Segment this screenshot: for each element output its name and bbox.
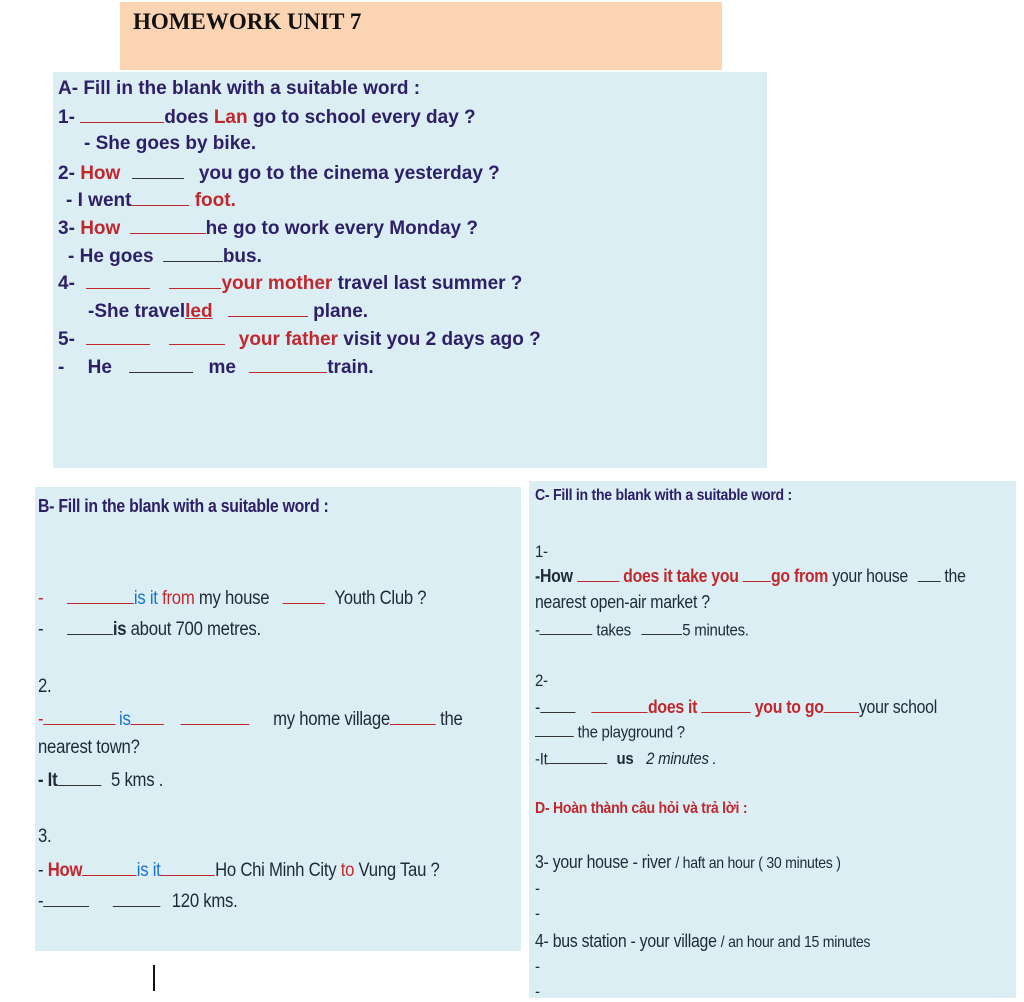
b-question-3: - How is it Ho Chi Minh City to Vung Tau ? [38,858,440,882]
blank[interactable] [249,355,327,373]
blank[interactable] [67,617,113,635]
d-answer-line: - [535,879,540,898]
blank[interactable] [743,565,771,582]
a-answer-3: - He goes bus. [68,244,262,268]
a-question-1: 1- does Lan go to school every day ? [58,105,476,129]
c-question-2-number: 2- [535,671,548,690]
a-answer-1: - She goes by bike. [84,133,257,154]
c-question-2-cont: the playground ? [535,721,685,742]
blank[interactable] [67,586,134,604]
b-question-2-cont: nearest town? [38,737,140,758]
b-answer-2: - It 5 kms . [38,768,163,792]
b-answer-3: - 120 kms. [38,889,237,913]
blank[interactable] [129,355,193,373]
a-answer-4: -She travelled plane. [88,299,368,323]
b-question-2-number: 2. [38,676,52,697]
blank[interactable] [540,619,593,635]
text-cursor [153,965,155,991]
blank[interactable] [228,299,308,317]
blank[interactable] [917,565,940,582]
c-question-1-number: 1- [535,542,548,561]
blank[interactable] [642,619,682,635]
blank[interactable] [80,105,164,123]
c-question-2: - does it you to go your school [535,697,937,718]
a-answer-5: - He me train. [58,355,374,379]
blank[interactable] [169,271,221,289]
section-b-heading: B- Fill in the blank with a suitable word : [38,496,329,516]
blank[interactable] [390,707,436,725]
a-question-2: 2- How you go to the cinema yesterday ? [58,161,500,185]
blank[interactable] [282,586,324,604]
blank[interactable] [43,889,89,907]
section-a-heading: A- Fill in the blank with a suitable word : [58,78,421,99]
blank[interactable] [181,707,250,725]
blank[interactable] [169,327,225,345]
d-question-4: 4- bus station - your village / an hour and 15 minutes [535,931,871,951]
c-question-1-cont: nearest open-air market ? [535,592,710,612]
section-c-heading: C- Fill in the blank with a suitable word : [535,487,792,504]
d-question-3: 3- your house - river / haft an hour ( 30 minutes ) [535,852,841,872]
title-banner [120,2,722,70]
b-answer-1: - is about 700 metres. [38,617,261,641]
blank[interactable] [540,696,575,713]
a-question-4: 4- your mother travel last summer ? [58,271,522,295]
b-question-3-number: 3. [38,826,52,847]
a-question-5: 5- your father visit you 2 days ago ? [58,327,541,351]
blank[interactable] [577,565,619,582]
c-answer-1: - takes 5 minutes. [535,620,749,640]
blank[interactable] [824,696,859,713]
blank[interactable] [701,696,750,713]
a-answer-2: - I went foot. [66,188,236,212]
blank[interactable] [535,721,574,737]
blank[interactable] [131,707,164,725]
blank[interactable] [130,216,206,234]
blank[interactable] [82,858,137,876]
blank[interactable] [161,858,216,876]
c-answer-2: -It us 2 minutes . [535,749,717,769]
blank[interactable] [86,327,150,345]
page-title: HOMEWORK UNIT 7 [133,9,362,34]
blank[interactable] [57,768,101,786]
c-question-1: -How does it take you go from your house the [535,566,966,587]
a-question-3: 3- How he go to work every Monday ? [58,216,478,240]
blank[interactable] [86,271,150,289]
blank[interactable] [43,707,115,725]
blank[interactable] [592,696,648,713]
b-question-1: - is it from my house Youth Club ? [38,586,426,610]
section-a-panel [53,72,767,468]
blank[interactable] [548,748,608,764]
b-question-2: - is my home village the [38,707,463,731]
section-d-heading: D- Hoàn thành câu hỏi và trả lời : [535,800,748,817]
blank[interactable] [163,244,223,262]
blank[interactable] [131,188,189,206]
d-answer-line: - [535,904,540,923]
d-answer-line: - [535,982,540,1001]
d-answer-line: - [535,957,540,976]
blank[interactable] [113,889,161,907]
blank[interactable] [132,161,184,179]
